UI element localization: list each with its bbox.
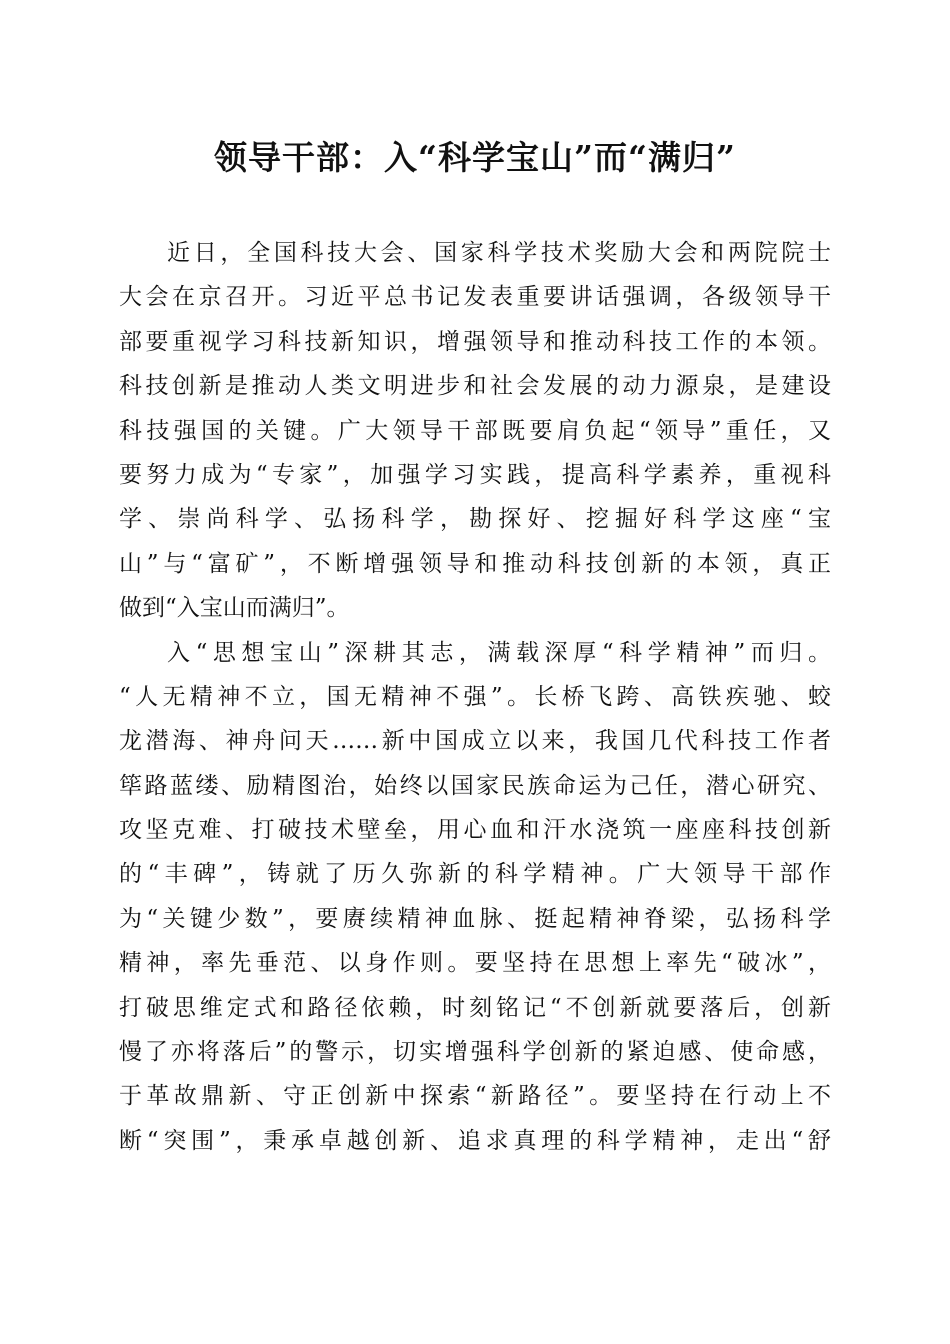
paragraph-line: 入“思想宝山”深耕其志，满载深厚“科学精神”而归。 [167,639,831,666]
paragraph-line: 近日，全国科技大会、国家科学技术奖励大会和两院院士 [167,240,831,266]
paragraph-line: 为“关键少数”，要赓续精神血脉、挺起精神脊梁，弘扬科学 [119,905,831,932]
paragraph-line: 要努力成为“专家”，加强学习实践，提高科学素养，重视科 [119,461,831,488]
paragraph-line: 的“丰碑”，铸就了历久弥新的科学精神。广大领导干部作 [119,861,831,888]
paragraph-line: 龙潜海、神舟问天……新中国成立以来，我国几代科技工作者 [119,728,831,755]
paragraph-line: 大会在京召开。习近平总书记发表重要讲话强调，各级领导干 [119,284,831,311]
paragraph-line: 断“突围”，秉承卓越创新、追求真理的科学精神，走出“舒 [119,1127,831,1154]
paragraph-line: 攻坚克难、打破技术壁垒，用心血和汗水浇筑一座座科技创新 [119,817,831,844]
paragraph-line: 科技创新是推动人类文明进步和社会发展的动力源泉，是建设 [119,373,831,400]
document-title: 领导干部：入“科学宝山”而“满归” [214,138,736,177]
paragraph-line: “人无精神不立，国无精神不强”。长桥飞跨、高铁疾驰、蛟 [119,683,831,710]
document-body [119,231,831,1163]
paragraph-line: 精神，率先垂范、以身作则。要坚持在思想上率先“破冰”， [119,950,831,977]
paragraph-2 [119,631,831,1164]
paragraph-line: 慢了亦将落后”的警示，切实增强科学创新的紧迫感、使命感， [119,1039,831,1066]
paragraph-1 [119,231,831,631]
paragraph-line: 打破思维定式和路径依赖，时刻铭记“不创新就要落后，创新 [119,994,831,1021]
paragraph-line: 部要重视学习科技新知识，增强领导和推动科技工作的本领。 [119,328,831,355]
paragraph-line: 做到“入宝山而满归”。 [119,595,350,622]
paragraph-line: 学、崇尚科学、弘扬科学，勘探好、挖掘好科学这座“宝 [119,506,831,533]
paragraph-line: 于革故鼎新、守正创新中探索“新路径”。要坚持在行动上不 [119,1083,831,1110]
paragraph-line: 山”与“富矿”，不断增强领导和推动科技创新的本领，真正 [119,550,831,577]
paragraph-line: 科技强国的关键。广大领导干部既要肩负起“领导”重任，又 [119,417,831,444]
paragraph-line: 筚路蓝缕、励精图治，始终以国家民族命运为己任，潜心研究、 [119,772,831,799]
